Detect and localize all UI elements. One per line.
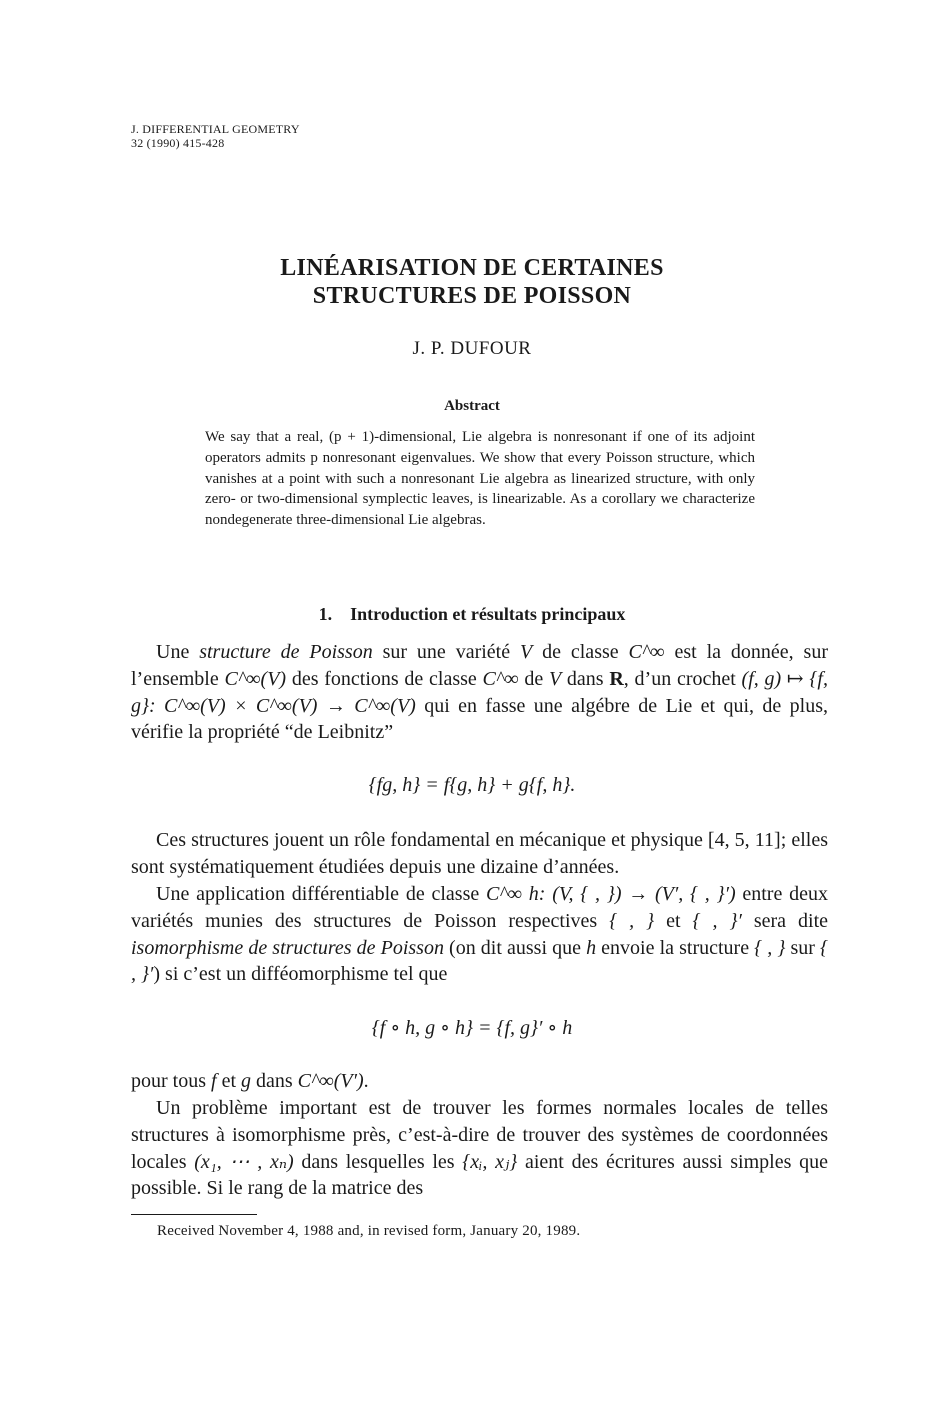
- paragraph-normal-forms: Un problème important est de trouver les formes normales locales de telles structures à isomorphisme près, c’est-à-dire de trouver des systèmes de coordonnées locales (x₁, ⋯ , xₙ) dans lesquelles les {xᵢ, xⱼ} aient des écritures aussi simples que possible. Si le rang de la matrice des: [131, 1097, 828, 1200]
- section-heading: [0, 604, 944, 625]
- journal-name: J. DIFFERENTIAL GEOMETRY: [131, 122, 300, 136]
- journal-volume-pages: 32 (1990) 415-428: [131, 136, 225, 150]
- paragraph-poisson-definition: Une structure de Poisson sur une variété V de classe C^∞ est la donnée, sur l’ensemble C^∞(V) des fonctions de classe C^∞ de V dans R, d’un crochet (f, g) ↦ {f, g}: C^∞(V) × C^∞(V) → C^∞(V) qui en fasse une algébre de Lie et qui, de plus, vérifie la propriété “de Leibnitz”: [131, 641, 828, 744]
- paragraph-for-all: pour tous f et g dans C^∞(V′).: [131, 1070, 369, 1092]
- paragraph-isomorphism: Une application différentiable de classe C^∞ h: (V, { , }) → (V′, { , }′) entre deux variétés munies des structures de Poisson respectives { , } et { , }′ sera dite isomorphisme de structures de Poisson (on dit aussi que h envoie la structure { , } sur { , }′) si c’est un difféomorphisme tel que: [131, 883, 828, 986]
- footnote-rule: [131, 1214, 257, 1215]
- paragraph-applications: Ces structures jouent un rôle fondamental en mécanique et physique [4, 5, 11]; elles sont systématiquement étudiées depuis une dizaine d’années.: [131, 829, 828, 878]
- equation-leibniz: {fg, h} = f{g, h} + g{f, h}.: [368, 774, 576, 796]
- section-number: 1.: [318, 604, 333, 624]
- journal-header: [131, 122, 300, 150]
- section-title: Introduction et résultats principaux: [350, 604, 626, 624]
- paper-title: [0, 254, 944, 310]
- footnote-received: Received November 4, 1988 and, in revised form, January 20, 1989.: [157, 1223, 581, 1239]
- title-line-2: STRUCTURES DE POISSON: [312, 283, 632, 309]
- title-line-1: LINÉARISATION DE CERTAINES: [280, 255, 664, 281]
- abstract-text: We say that a real, (p + 1)-dimensional, Lie algebra is nonresonant if one of its adjoint operators admits p nonresonant eigenvalues. We show that every Poisson structure, which vanishes at a point with such a nonresonant Lie algebra as linearized structure, with only zero- or two-dimensional symplectic leaves, is linearizable. As a corollary we characterize nondegenerate three-dimensional Lie algebras.: [205, 429, 755, 529]
- equation-isomorphism: {f ∘ h, g ∘ h} = {f, g}′ ∘ h: [371, 1017, 573, 1039]
- abstract-heading: Abstract: [444, 398, 500, 414]
- author: J. P. DUFOUR: [412, 338, 532, 359]
